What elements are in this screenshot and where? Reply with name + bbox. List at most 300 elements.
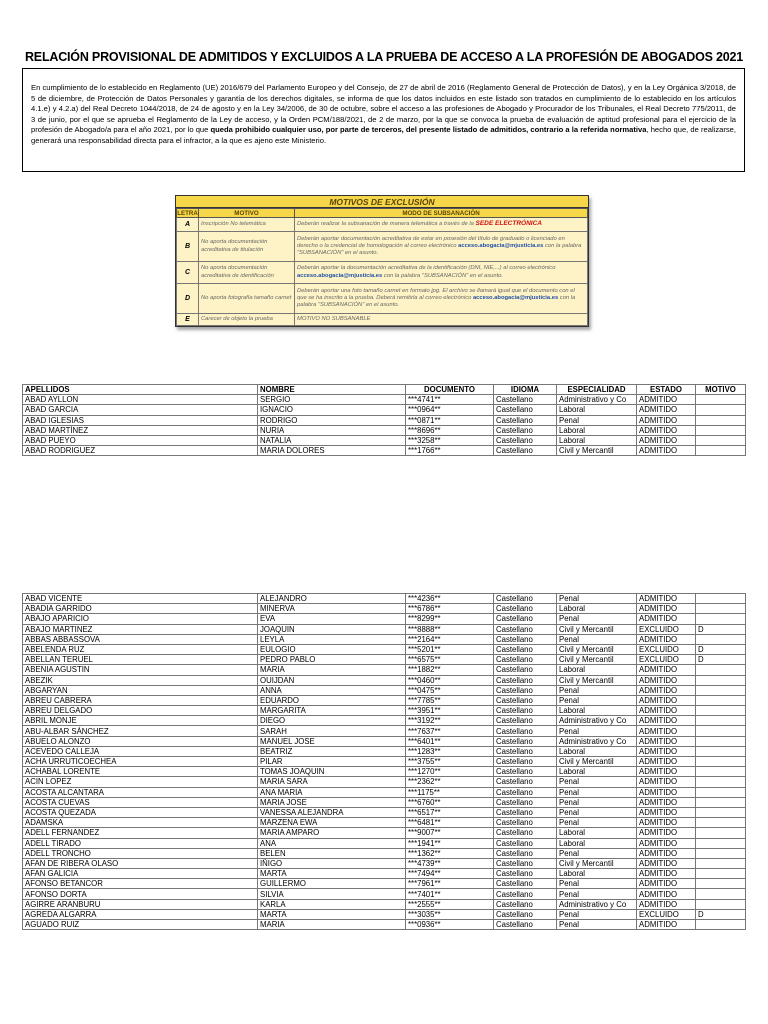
candidates-table-top (22, 384, 746, 456)
table-row (23, 594, 746, 604)
cell-especialidad: Administrativo y Co (557, 736, 637, 746)
cell-estado: ADMITIDO (637, 869, 696, 879)
cell-nombre: OUIJDAN (258, 675, 406, 685)
cell-estado: EXCLUIDO (637, 909, 696, 919)
cell-especialidad: Penal (557, 695, 637, 705)
cell-apellidos: ABREU CABRERA (23, 695, 258, 705)
table-row (23, 634, 746, 644)
cell-idioma: Castellano (494, 797, 557, 807)
exclusion-reasons-box (175, 195, 589, 327)
cell-documento: ***2164** (406, 634, 494, 644)
cell-nombre: MARIA AMPARO (258, 828, 406, 838)
cell-apellidos: ABAD PUEYO (23, 435, 258, 445)
cell-documento: ***4739** (406, 858, 494, 868)
cell-nombre: DIEGO (258, 716, 406, 726)
cell-estado: ADMITIDO (637, 675, 696, 685)
cell-motivo (696, 757, 746, 767)
cell-apellidos: ABAJO MARTINEZ (23, 624, 258, 634)
cell-nombre: MARIA DOLORES (258, 446, 406, 456)
cell-especialidad: Laboral (557, 425, 637, 435)
cell-apellidos: ABBAS ABBASSOVA (23, 634, 258, 644)
cell-apellidos: ABAJO APARICIO (23, 614, 258, 624)
cell-documento: ***6575** (406, 655, 494, 665)
cell-especialidad: Penal (557, 787, 637, 797)
cell-idioma: Castellano (494, 746, 557, 756)
table-row (23, 665, 746, 675)
cell-apellidos: ABUELO ALONZO (23, 736, 258, 746)
table-row (23, 848, 746, 858)
cell-estado: ADMITIDO (637, 848, 696, 858)
cell-idioma: Castellano (494, 889, 557, 899)
cell-apellidos: ABRIL MONJE (23, 716, 258, 726)
cell-apellidos: ABAD RODRIGUEZ (23, 446, 258, 456)
cell-apellidos: ACOSTA CUEVAS (23, 797, 258, 807)
exclusion-reason-row (177, 284, 588, 314)
cell-idioma: Castellano (494, 604, 557, 614)
cell-motivo (696, 425, 746, 435)
cell-nombre: MARIA SARA (258, 777, 406, 787)
reason-modo (295, 218, 588, 232)
cell-estado: ADMITIDO (637, 757, 696, 767)
cell-motivo (696, 675, 746, 685)
cell-nombre: MARIA JOSE (258, 797, 406, 807)
cell-documento: ***6481** (406, 818, 494, 828)
cell-especialidad: Civil y Mercantil (557, 624, 637, 634)
cell-especialidad: Administrativo y Co (557, 395, 637, 405)
cell-motivo (696, 614, 746, 624)
cell-documento: ***4741** (406, 395, 494, 405)
cell-especialidad: Laboral (557, 665, 637, 675)
cell-motivo (696, 777, 746, 787)
cell-estado: ADMITIDO (637, 665, 696, 675)
cell-especialidad: Penal (557, 415, 637, 425)
table-row (23, 415, 746, 425)
table-row (23, 807, 746, 817)
cell-documento: ***0936** (406, 920, 494, 930)
cell-especialidad: Penal (557, 889, 637, 899)
cell-documento: ***5201** (406, 644, 494, 654)
cell-apellidos: ADELL TIRADO (23, 838, 258, 848)
table-row (23, 858, 746, 868)
cell-apellidos: ABELLAN TERUEL (23, 655, 258, 665)
cell-apellidos: AGREDA ALGARRA (23, 909, 258, 919)
cell-documento: ***7637** (406, 726, 494, 736)
table-row (23, 828, 746, 838)
cell-especialidad: Civil y Mercantil (557, 675, 637, 685)
cell-motivo (696, 889, 746, 899)
reason-letter: A (177, 218, 199, 232)
cell-motivo (696, 746, 746, 756)
table-row (23, 695, 746, 705)
cell-apellidos: ABAD IGLESIAS (23, 415, 258, 425)
cell-documento: ***1941** (406, 838, 494, 848)
reason-modo-text: Deberán aportar la documentación acreditativa de la identificación (DNI, NIE,...) al correo electrónico (297, 265, 556, 272)
cell-estado: ADMITIDO (637, 446, 696, 456)
cell-especialidad: Penal (557, 634, 637, 644)
cell-apellidos: ABAD VICENTE (23, 594, 258, 604)
cell-documento: ***7961** (406, 879, 494, 889)
notice-text-end: , hecho que, de realizarse, generará una responsabilidad directa para el infractor, a la que es ajeno este Ministerio. (31, 125, 736, 145)
cell-apellidos: ACIN LOPEZ (23, 777, 258, 787)
cell-nombre: ANA (258, 838, 406, 848)
cell-documento: ***3951** (406, 706, 494, 716)
cell-especialidad: Administrativo y Co (557, 716, 637, 726)
cell-documento: ***1766** (406, 446, 494, 456)
cell-motivo (696, 726, 746, 736)
cell-idioma: Castellano (494, 920, 557, 930)
cell-especialidad: Laboral (557, 706, 637, 716)
exclusion-reason-row (177, 314, 588, 326)
cell-documento: ***2362** (406, 777, 494, 787)
reason-motivo: No aporta documentación acreditativa de identificación (199, 262, 295, 284)
cell-nombre: ANNA (258, 685, 406, 695)
cell-motivo (696, 716, 746, 726)
cell-documento: ***0964** (406, 405, 494, 415)
cell-idioma: Castellano (494, 736, 557, 746)
cell-documento: ***2555** (406, 899, 494, 909)
table-row (23, 685, 746, 695)
cell-estado: ADMITIDO (637, 879, 696, 889)
cell-nombre: VANESSA ALEJANDRA (258, 807, 406, 817)
cell-apellidos: ABAD AYLLON (23, 395, 258, 405)
cell-especialidad: Administrativo y Co (557, 899, 637, 909)
table-row (23, 777, 746, 787)
exclusion-reason-row (177, 232, 588, 262)
cell-nombre: EVA (258, 614, 406, 624)
cell-estado: ADMITIDO (637, 767, 696, 777)
cell-motivo (696, 736, 746, 746)
cell-nombre: MARIA (258, 665, 406, 675)
cell-apellidos: ABADIA GARRIDO (23, 604, 258, 614)
cell-documento: ***8888** (406, 624, 494, 634)
reason-modo-suffix: con la palabra "SUBSANACIÓN" en el asunto. (297, 242, 582, 257)
cell-estado: ADMITIDO (637, 415, 696, 425)
reason-modo-suffix: con la palabra "SUBSANACIÓN" en el asunto. (382, 272, 504, 279)
cell-estado: ADMITIDO (637, 818, 696, 828)
cell-estado: EXCLUIDO (637, 624, 696, 634)
cell-apellidos: ACHABAL LORENTE (23, 767, 258, 777)
cell-especialidad: Civil y Mercantil (557, 655, 637, 665)
cell-motivo (696, 899, 746, 909)
cell-idioma: Castellano (494, 767, 557, 777)
cell-motivo (696, 797, 746, 807)
cell-documento: ***7494** (406, 869, 494, 879)
cell-idioma: Castellano (494, 446, 557, 456)
cell-idioma: Castellano (494, 726, 557, 736)
cell-idioma: Castellano (494, 858, 557, 868)
cell-nombre: RODRIGO (258, 415, 406, 425)
cell-estado: ADMITIDO (637, 594, 696, 604)
cell-especialidad: Civil y Mercantil (557, 757, 637, 767)
cell-especialidad: Penal (557, 777, 637, 787)
cell-nombre: BEATRIZ (258, 746, 406, 756)
cell-motivo (696, 879, 746, 889)
column-header: ESPECIALIDAD (557, 385, 637, 395)
cell-motivo (696, 435, 746, 445)
cell-motivo (696, 838, 746, 848)
cell-motivo (696, 665, 746, 675)
table-row (23, 435, 746, 445)
cell-especialidad: Penal (557, 797, 637, 807)
cell-especialidad: Civil y Mercantil (557, 858, 637, 868)
cell-especialidad: Penal (557, 848, 637, 858)
table-row (23, 767, 746, 777)
cell-apellidos: ABAD MARTÍNEZ (23, 425, 258, 435)
cell-idioma: Castellano (494, 787, 557, 797)
cell-motivo: D (696, 909, 746, 919)
cell-estado: ADMITIDO (637, 838, 696, 848)
table-header-row (23, 385, 746, 395)
table-row (23, 757, 746, 767)
cell-estado: ADMITIDO (637, 604, 696, 614)
cell-idioma: Castellano (494, 879, 557, 889)
reason-letter: E (177, 314, 199, 326)
cell-motivo (696, 634, 746, 644)
cell-documento: ***6760** (406, 797, 494, 807)
cell-apellidos: AFAN GALICIA (23, 869, 258, 879)
table-row (23, 899, 746, 909)
cell-motivo (696, 706, 746, 716)
cell-documento: ***9007** (406, 828, 494, 838)
cell-estado: ADMITIDO (637, 614, 696, 624)
cell-nombre: MANUEL JOSE (258, 736, 406, 746)
cell-nombre: PEDRO PABLO (258, 655, 406, 665)
cell-motivo (696, 767, 746, 777)
cell-especialidad: Laboral (557, 869, 637, 879)
reason-letter: B (177, 232, 199, 262)
cell-motivo (696, 828, 746, 838)
table-row (23, 818, 746, 828)
cell-especialidad: Penal (557, 614, 637, 624)
cell-nombre: KARLA (258, 899, 406, 909)
table-row (23, 716, 746, 726)
cell-motivo (696, 415, 746, 425)
cell-nombre: IÑIGO (258, 858, 406, 868)
reason-modo (295, 314, 588, 326)
cell-motivo: D (696, 655, 746, 665)
cell-apellidos: ADELL FERNANDEZ (23, 828, 258, 838)
table-row (23, 787, 746, 797)
table-row (23, 405, 746, 415)
cell-motivo (696, 405, 746, 415)
cell-documento: ***1270** (406, 767, 494, 777)
cell-documento: ***8299** (406, 614, 494, 624)
cell-motivo (696, 695, 746, 705)
cell-apellidos: ADAMSKA (23, 818, 258, 828)
cell-documento: ***7401** (406, 889, 494, 899)
cell-especialidad: Penal (557, 807, 637, 817)
cell-idioma: Castellano (494, 807, 557, 817)
cell-idioma: Castellano (494, 655, 557, 665)
reason-motivo: Carecer de objeto la prueba (199, 314, 295, 326)
table-row (23, 644, 746, 654)
cell-especialidad: Penal (557, 879, 637, 889)
cell-apellidos: ABEZIK (23, 675, 258, 685)
cell-documento: ***3258** (406, 435, 494, 445)
cell-especialidad: Laboral (557, 828, 637, 838)
cell-estado: ADMITIDO (637, 858, 696, 868)
cell-nombre: ALEJANDRO (258, 594, 406, 604)
cell-documento: ***3035** (406, 909, 494, 919)
cell-nombre: GUILLERMO (258, 879, 406, 889)
cell-nombre: MARIA (258, 920, 406, 930)
cell-idioma: Castellano (494, 594, 557, 604)
cell-documento: ***0871** (406, 415, 494, 425)
column-header: NOMBRE (258, 385, 406, 395)
table-row (23, 675, 746, 685)
cell-idioma: Castellano (494, 675, 557, 685)
table-row (23, 425, 746, 435)
cell-idioma: Castellano (494, 838, 557, 848)
table-row (23, 726, 746, 736)
cell-nombre: EDUARDO (258, 695, 406, 705)
cell-documento: ***1175** (406, 787, 494, 797)
page-title: RELACIÓN PROVISIONAL DE ADMITIDOS Y EXCLUIDOS A LA PRUEBA DE ACCESO A LA PROFESIÓN DE ABOGADOS 2021 (24, 50, 744, 64)
cell-nombre: SARAH (258, 726, 406, 736)
reason-letter: C (177, 262, 199, 284)
cell-nombre: ANA MARIA (258, 787, 406, 797)
cell-documento: ***1882** (406, 665, 494, 675)
column-header: APELLIDOS (23, 385, 258, 395)
data-protection-notice (22, 68, 745, 172)
cell-apellidos: ABGARYAN (23, 685, 258, 695)
notice-text-bold: queda prohibido cualquier uso, por parte de terceros, del presente listado de admitidos, contrario a la referida normativa (210, 125, 647, 135)
table-row (23, 746, 746, 756)
cell-estado: ADMITIDO (637, 634, 696, 644)
reason-motivo: No aporta fotografía tamaño carnet (199, 284, 295, 314)
cell-idioma: Castellano (494, 909, 557, 919)
cell-apellidos: AGUADO RUIZ (23, 920, 258, 930)
cell-idioma: Castellano (494, 757, 557, 767)
cell-apellidos: ACEVEDO CALLEJA (23, 746, 258, 756)
reason-modo (295, 232, 588, 262)
reason-modo-suffix: con la palabra "SUBSANACIÓN" en el asunto. (297, 294, 576, 309)
exclusion-reasons-heading: MOTIVOS DE EXCLUSIÓN (176, 196, 588, 208)
cell-especialidad: Penal (557, 818, 637, 828)
cell-nombre: MINERVA (258, 604, 406, 614)
cell-apellidos: ABU-ALBAR SÁNCHEZ (23, 726, 258, 736)
cell-nombre: SERGIO (258, 395, 406, 405)
cell-motivo: D (696, 644, 746, 654)
cell-apellidos: AFONSO DORTA (23, 889, 258, 899)
cell-nombre: SILVIA (258, 889, 406, 899)
cell-estado: ADMITIDO (637, 405, 696, 415)
cell-estado: EXCLUIDO (637, 655, 696, 665)
cell-documento: ***4236** (406, 594, 494, 604)
cell-documento: ***6786** (406, 604, 494, 614)
cell-idioma: Castellano (494, 706, 557, 716)
cell-nombre: PILAR (258, 757, 406, 767)
cell-especialidad: Civil y Mercantil (557, 446, 637, 456)
cell-estado: ADMITIDO (637, 828, 696, 838)
cell-especialidad: Penal (557, 920, 637, 930)
cell-apellidos: AFONSO BETANCOR (23, 879, 258, 889)
cell-especialidad: Penal (557, 594, 637, 604)
cell-documento: ***8696** (406, 425, 494, 435)
cell-motivo (696, 594, 746, 604)
cell-estado: ADMITIDO (637, 716, 696, 726)
exclusion-reason-row (177, 262, 588, 284)
cell-estado: ADMITIDO (637, 787, 696, 797)
column-header: DOCUMENTO (406, 385, 494, 395)
cell-idioma: Castellano (494, 869, 557, 879)
cell-motivo: D (696, 624, 746, 634)
sede-electronica-label: SEDE ELECTRÓNICA (475, 220, 542, 228)
cell-nombre: TOMAS JOAQUIN (258, 767, 406, 777)
cell-nombre: EULOGIO (258, 644, 406, 654)
cell-idioma: Castellano (494, 665, 557, 675)
cell-apellidos: AFAN DE RIBERA OLASO (23, 858, 258, 868)
cell-estado: ADMITIDO (637, 736, 696, 746)
cell-documento: ***7785** (406, 695, 494, 705)
cell-estado: ADMITIDO (637, 746, 696, 756)
cell-apellidos: ABREU DELGADO (23, 706, 258, 716)
cell-idioma: Castellano (494, 848, 557, 858)
cell-especialidad: Laboral (557, 435, 637, 445)
reason-letter: D (177, 284, 199, 314)
column-header: ESTADO (637, 385, 696, 395)
cell-estado: ADMITIDO (637, 395, 696, 405)
cell-nombre: IGNACIO (258, 405, 406, 415)
cell-idioma: Castellano (494, 716, 557, 726)
table-row (23, 604, 746, 614)
table-row (23, 909, 746, 919)
cell-nombre: JOAQUIN (258, 624, 406, 634)
reason-motivo: No aporta documentación acreditativa de titulación (199, 232, 295, 262)
contact-email: acceso.abogacia@mjusticia.es (297, 272, 383, 279)
cell-idioma: Castellano (494, 899, 557, 909)
cell-estado: ADMITIDO (637, 777, 696, 787)
reason-modo (295, 284, 588, 314)
cell-estado: ADMITIDO (637, 435, 696, 445)
cell-estado: ADMITIDO (637, 425, 696, 435)
table-row (23, 446, 746, 456)
cell-apellidos: ABELENDA RUZ (23, 644, 258, 654)
cell-motivo (696, 920, 746, 930)
cell-documento: ***0475** (406, 685, 494, 695)
cell-estado: ADMITIDO (637, 695, 696, 705)
reason-modo-text: Deberán aportar una foto tamaño carnet en formato jpg. El archivo se llamará igual que el documento con el que se ha inscrito a la prueba. Deberá remitirla al correo electrónico (297, 287, 575, 301)
cell-idioma: Castellano (494, 644, 557, 654)
cell-idioma: Castellano (494, 435, 557, 445)
cell-nombre: MARTA (258, 869, 406, 879)
table-row (23, 879, 746, 889)
contact-email: acceso.abogacia@mjusticia.es (472, 294, 559, 301)
cell-motivo (696, 848, 746, 858)
cell-idioma: Castellano (494, 425, 557, 435)
cell-estado: ADMITIDO (637, 726, 696, 736)
cell-documento: ***0460** (406, 675, 494, 685)
cell-idioma: Castellano (494, 634, 557, 644)
column-header: IDIOMA (494, 385, 557, 395)
reason-modo-text: MOTIVO NO SUBSANABLE (297, 315, 371, 322)
reason-modo-text: Deberán realizar la subsanación de manera telemática a través de la (297, 221, 476, 228)
cell-especialidad: Penal (557, 685, 637, 695)
cell-estado: ADMITIDO (637, 685, 696, 695)
table-row (23, 655, 746, 665)
cell-apellidos: ABENIA AGUSTIN (23, 665, 258, 675)
cell-apellidos: AGIRRE ARANBURU (23, 899, 258, 909)
cell-documento: ***1283** (406, 746, 494, 756)
col-modo: MODO DE SUBSANACIÓN (295, 209, 588, 218)
notice-text-start: En cumplimiento de lo establecido en Reglamento (UE) 2016/679 del Parlamento Europeo y del Consejo, de 27 de abril de 2016 (Reglamento General de Protección de Datos), y en la Ley Orgánica 3/2018, de 5 de diciembre, de Protección de Datos Personales y garantía de los derechos digitales, se informa de que los datos incluidos en este listado son tratados en cumplimiento de lo establecido en los artículos 4.1.e) y 4.2.a) del Real Decreto 1044/2018, de 24 de agosto y en la Ley 34/2006, de 30 de octubre, sobre el acceso a las profesiones de Abogado y Procurador de los Tribunales, el Real Decreto 775/2011, de 3 de junio, por el que se aprueba el Reglamento de la Ley de acceso, y la Orden PCM/188/2021, de 2 de marzo, por la que se convoca la prueba de evaluación de aptitud profesional para el ejercicio de la profesión de Abogado/a para el año 2021, por lo que (31, 83, 736, 135)
cell-especialidad: Civil y Mercantil (557, 644, 637, 654)
cell-estado: ADMITIDO (637, 706, 696, 716)
cell-nombre: MARTA (258, 909, 406, 919)
table-row (23, 838, 746, 848)
cell-idioma: Castellano (494, 818, 557, 828)
cell-nombre: NURIA (258, 425, 406, 435)
